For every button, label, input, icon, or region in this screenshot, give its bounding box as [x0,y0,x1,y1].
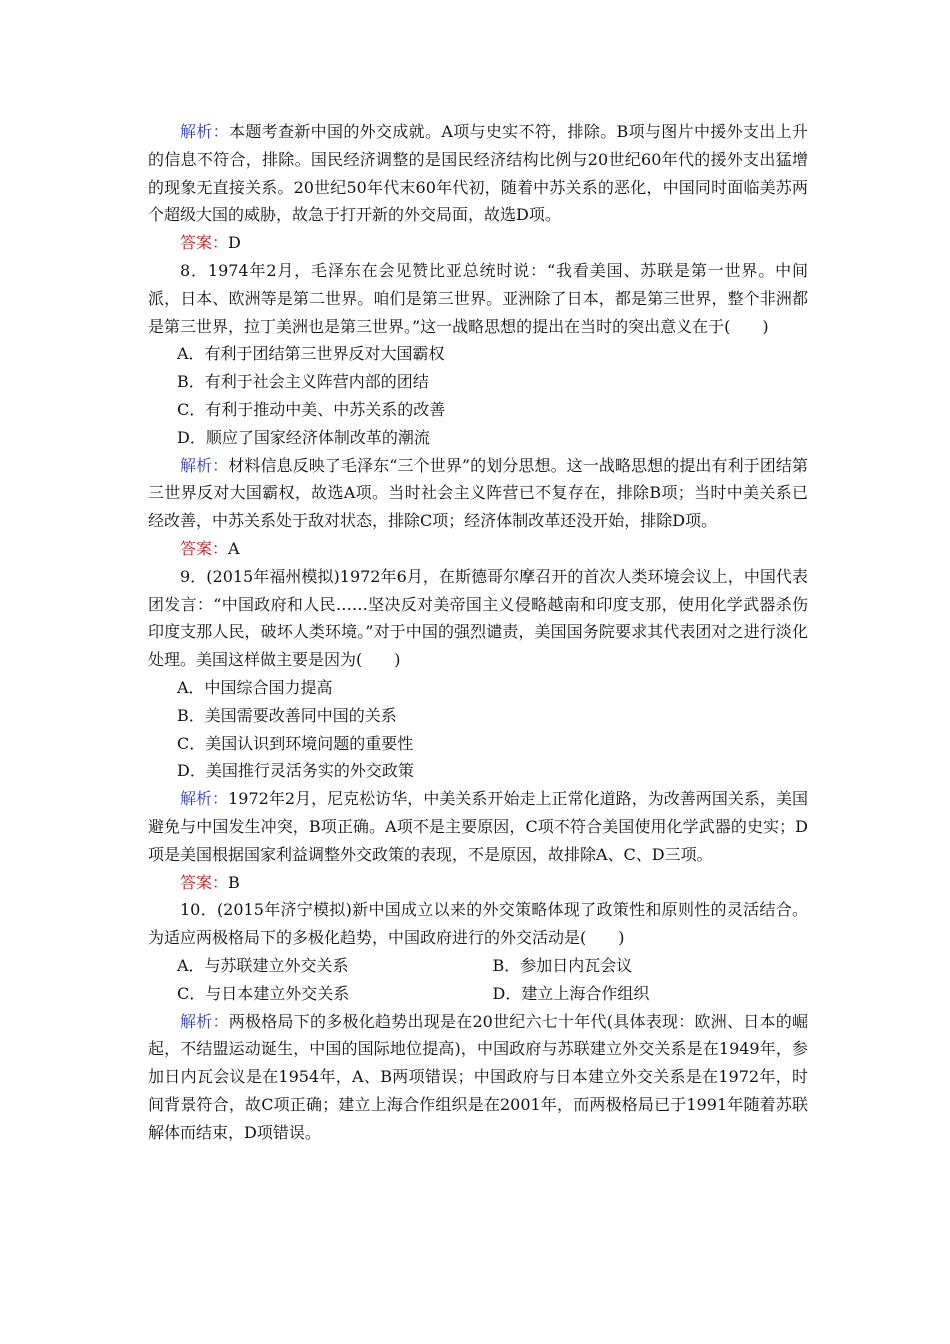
q8-answer [148,535,808,563]
q10-analysis-text: 两极格局下的多极化趋势出现是在20世纪六七十年代(具体表现：欧洲、日本的崛起，不结盟运动诞生，中国的国际地位提高)，中国政府与苏联建立外交关系是在1949年，参加日内瓦会议是在1954年，A、B两项错误；中国政府与日本建立外交关系是在1972年，时间背景符合，故C项正确；建立上海合作组织是在2001年，而两极格局已于1991年随着苏联解体而结束，D项错误。 [148,1011,808,1142]
q8-option-c: C．有利于推动中美、中苏关系的改善 [177,399,446,419]
q9-answer [148,869,808,897]
q10-options-row-2 [148,980,808,1008]
analysis-label: 解析： [180,122,229,141]
q10-options-row-1 [148,952,808,980]
q7-analysis [148,118,808,229]
document-page [148,118,808,1146]
q10-option-a: A．与苏联建立外交关系 [177,955,349,975]
q7-analysis-text: 本题考查新中国的外交成就。A项与史实不符，排除。B项与图片中援外支出上升的信息不符合，排除。国民经济调整的是国民经济结构比例与20世纪60年代的援外支出猛增的现象无直接关系。20世纪50年代末60年代初，随着中苏关系的恶化，中国同时面临美苏两个超级大国的威胁，故急于打开新的外交局面，故选D项。 [148,122,808,225]
q10-stem: 10．(2015年济宁模拟)新中国成立以来的外交策略体现了政策性和原则性的灵活结合。为适应两极格局下的多极化趋势，中国政府进行的外交活动是( ) [148,900,808,948]
q10-option-b: B．参加日内瓦会议 [492,955,633,975]
q8-option-d: D．顺应了国家经济体制改革的潮流 [177,427,430,447]
q10-analysis [148,1008,808,1147]
q8-answer-value: A [228,538,240,558]
q9-option-a: A．中国综合国力提高 [177,677,333,697]
answer-label: 答案： [180,233,229,253]
q7-answer [148,229,808,257]
q8-option-b: B．有利于社会主义阵营内部的团结 [177,372,429,392]
q8-analysis-text: 材料信息反映了毛泽东“三个世界”的划分思想。这一战略思想的提出有利于团结第三世界反对大国霸权，故选A项。当时社会主义阵营已不复存在，排除B项；当时中美关系已经改善，中苏关系处于敌对状态，排除C项；经济体制改革还没开始，排除D项。 [148,455,808,531]
q8-analysis [148,452,808,535]
analysis-label: 解析： [180,1011,229,1031]
q9-option-d: D．美国推行灵活务实的外交政策 [177,761,414,781]
q8-stem: 8．1974年2月，毛泽东在会见赞比亚总统时说：“我看美国、苏联是第一世界。中间派，日本、欧洲等是第二世界。咱们是第三世界。亚洲除了日本，都是第三世界，整个非洲都是第三世界，拉丁美洲也是第三世界。”这一战略思想的提出在当时的突出意义在于( ) [148,260,808,336]
answer-label: 答案： [180,538,229,558]
analysis-label: 解析： [180,455,229,475]
q9-option-c: C．美国认识到环境问题的重要性 [177,733,414,753]
q9-answer-value: B [228,872,240,892]
analysis-label: 解析： [180,789,229,809]
q9-analysis-text: 1972年2月，尼克松访华，中美关系开始走上正常化道路，为改善两国关系，美国避免与中国发生冲突，B项正确。A项不是主要原因，C项不符合美国使用化学武器的史实；D项是美国根据国家利益调整外交政策的表现，不是原因，故排除A、C、D三项。 [148,789,808,864]
q7-answer-value: D [228,233,241,253]
q10-option-c: C．与日本建立外交关系 [177,983,350,1003]
answer-label: 答案： [180,872,229,892]
q10-option-d: D．建立上海合作组织 [492,983,650,1003]
q9-stem: 9．(2015年福州模拟)1972年6月，在斯德哥尔摩召开的首次人类环境会议上，中国代表团发言：“中国政府和人民……坚决反对美帝国主义侵略越南和印度支那，使用化学武器杀伤印度支那人民，破坏人类环境。”对于中国的强烈谴责，美国国务院要求其代表团对之进行淡化处理。美国这样做主要是因为( ) [148,566,808,670]
q9-option-b: B．美国需要改善同中国的关系 [177,705,397,725]
q9-analysis [148,785,808,868]
q8-option-a: A．有利于团结第三世界反对大国霸权 [177,344,445,364]
